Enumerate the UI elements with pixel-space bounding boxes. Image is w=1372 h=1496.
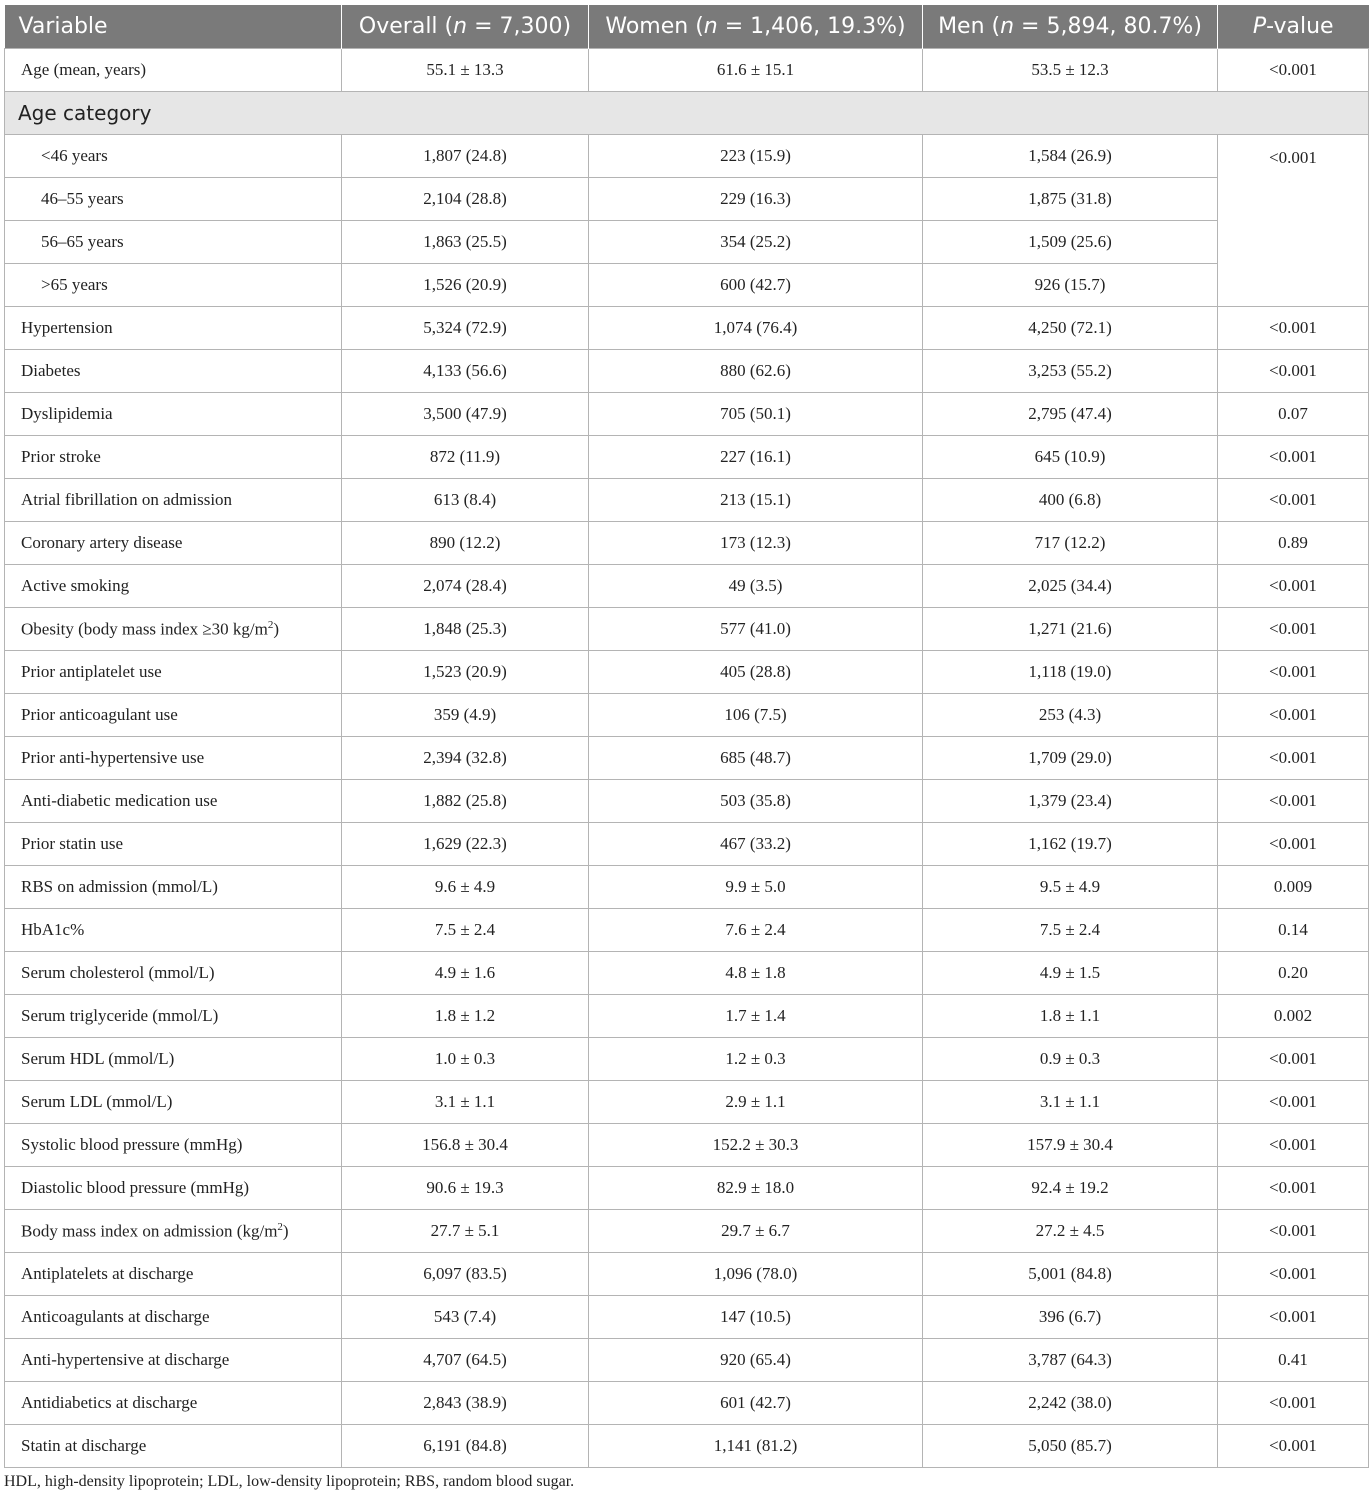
table-footnote: HDL, high-density lipoprotein; LDL, low-density lipoprotein; RBS, random blood sugar. xyxy=(4,1473,575,1490)
table-row-age xyxy=(5,49,1369,92)
table-row xyxy=(5,952,1369,995)
men-value: 92.4 ± 19.2 xyxy=(923,1167,1218,1210)
variable-label: Active smoking xyxy=(5,565,342,608)
table-row-age-over-65 xyxy=(5,264,1369,307)
women-value: 2.9 ± 1.1 xyxy=(589,1081,923,1124)
men-value: 400 (6.8) xyxy=(923,479,1218,522)
women-value: 920 (65.4) xyxy=(589,1339,923,1382)
table-row xyxy=(5,1081,1369,1124)
women-value: 1,141 (81.2) xyxy=(589,1425,923,1468)
men-value: 2,025 (34.4) xyxy=(923,565,1218,608)
table-header-row xyxy=(5,5,1369,49)
table-row xyxy=(5,823,1369,866)
variable-label: Anti-diabetic medication use xyxy=(5,780,342,823)
overall-value: 359 (4.9) xyxy=(342,694,589,737)
p-value: <0.001 xyxy=(1218,565,1369,608)
header-variable: Variable xyxy=(5,5,342,49)
overall-value: 4,707 (64.5) xyxy=(342,1339,589,1382)
age-cat-men: 1,875 (31.8) xyxy=(923,178,1218,221)
variable-label: Serum triglyceride (mmol/L) xyxy=(5,995,342,1038)
p-value: 0.89 xyxy=(1218,522,1369,565)
age-overall: 55.1 ± 13.3 xyxy=(342,49,589,92)
women-value: 503 (35.8) xyxy=(589,780,923,823)
overall-value: 6,191 (84.8) xyxy=(342,1425,589,1468)
women-value: 467 (33.2) xyxy=(589,823,923,866)
men-value: 9.5 ± 4.9 xyxy=(923,866,1218,909)
women-value: 173 (12.3) xyxy=(589,522,923,565)
variable-label: Systolic blood pressure (mmHg) xyxy=(5,1124,342,1167)
women-value: 405 (28.8) xyxy=(589,651,923,694)
table-row xyxy=(5,1296,1369,1339)
p-value: <0.001 xyxy=(1218,694,1369,737)
women-value: 1,074 (76.4) xyxy=(589,307,923,350)
table-row xyxy=(5,393,1369,436)
overall-value: 2,843 (38.9) xyxy=(342,1382,589,1425)
variable-label: Anti-hypertensive at discharge xyxy=(5,1339,342,1382)
age-cat-men: 926 (15.7) xyxy=(923,264,1218,307)
overall-value: 1.8 ± 1.2 xyxy=(342,995,589,1038)
overall-value: 1,882 (25.8) xyxy=(342,780,589,823)
p-value: <0.001 xyxy=(1218,1124,1369,1167)
table-row xyxy=(5,608,1369,651)
p-value: <0.001 xyxy=(1218,608,1369,651)
age-cat-overall: 1,526 (20.9) xyxy=(342,264,589,307)
variable-label: Atrial fibrillation on admission xyxy=(5,479,342,522)
p-value: <0.001 xyxy=(1218,307,1369,350)
women-value: 29.7 ± 6.7 xyxy=(589,1210,923,1253)
age-cat-label: 46–55 years xyxy=(5,178,342,221)
overall-value: 613 (8.4) xyxy=(342,479,589,522)
men-value: 396 (6.7) xyxy=(923,1296,1218,1339)
overall-value: 156.8 ± 30.4 xyxy=(342,1124,589,1167)
table-row xyxy=(5,1425,1369,1468)
women-value: 1,096 (78.0) xyxy=(589,1253,923,1296)
header-p-value: P-value xyxy=(1218,5,1369,49)
p-value: 0.20 xyxy=(1218,952,1369,995)
men-value: 27.2 ± 4.5 xyxy=(923,1210,1218,1253)
variable-label: HbA1c% xyxy=(5,909,342,952)
table-row xyxy=(5,522,1369,565)
table-row xyxy=(5,1382,1369,1425)
overall-value: 1,523 (20.9) xyxy=(342,651,589,694)
table-row xyxy=(5,995,1369,1038)
variable-label: Body mass index on admission $(kg/m^2)$ xyxy=(5,1210,342,1253)
p-value: <0.001 xyxy=(1218,1382,1369,1425)
women-value: 49 (3.5) xyxy=(589,565,923,608)
men-value: 1,118 (19.0) xyxy=(923,651,1218,694)
variable-label: Serum cholesterol (mmol/L) xyxy=(5,952,342,995)
table-row xyxy=(5,909,1369,952)
overall-value: 4.9 ± 1.6 xyxy=(342,952,589,995)
overall-value: 890 (12.2) xyxy=(342,522,589,565)
men-value: 253 (4.3) xyxy=(923,694,1218,737)
p-value: <0.001 xyxy=(1218,1296,1369,1339)
variable-label: Hypertension xyxy=(5,307,342,350)
age-cat-women: 223 (15.9) xyxy=(589,135,923,178)
variable-label: Prior statin use xyxy=(5,823,342,866)
variable-label: Serum LDL (mmol/L) xyxy=(5,1081,342,1124)
women-value: 152.2 ± 30.3 xyxy=(589,1124,923,1167)
p-value: <0.001 xyxy=(1218,1038,1369,1081)
women-value: 601 (42.7) xyxy=(589,1382,923,1425)
men-value: 4.9 ± 1.5 xyxy=(923,952,1218,995)
table-row xyxy=(5,694,1369,737)
overall-value: 27.7 ± 5.1 xyxy=(342,1210,589,1253)
p-value: <0.001 xyxy=(1218,479,1369,522)
variable-label: Prior anticoagulant use xyxy=(5,694,342,737)
variable-label: RBS on admission (mmol/L) xyxy=(5,866,342,909)
p-value: <0.001 xyxy=(1218,780,1369,823)
age-cat-overall: 1,863 (25.5) xyxy=(342,221,589,264)
overall-value: 1.0 ± 0.3 xyxy=(342,1038,589,1081)
variable-label: Diabetes xyxy=(5,350,342,393)
men-value: 1,162 (19.7) xyxy=(923,823,1218,866)
table-row xyxy=(5,651,1369,694)
table-row xyxy=(5,780,1369,823)
men-value: 3,787 (64.3) xyxy=(923,1339,1218,1382)
p-value: <0.001 xyxy=(1218,823,1369,866)
overall-value: 2,074 (28.4) xyxy=(342,565,589,608)
age-cat-label: <46 years xyxy=(5,135,342,178)
age-category-title: Age category xyxy=(5,92,1369,135)
women-value: 9.9 ± 5.0 xyxy=(589,866,923,909)
p-value: <0.001 xyxy=(1218,651,1369,694)
age-cat-women: 229 (16.3) xyxy=(589,178,923,221)
men-value: 4,250 (72.1) xyxy=(923,307,1218,350)
header-men: Men (n = 5,894, 80.7%) xyxy=(923,5,1218,49)
age-label: Age (mean, years) xyxy=(5,49,342,92)
age-cat-women: 354 (25.2) xyxy=(589,221,923,264)
age-cat-men: 1,584 (26.9) xyxy=(923,135,1218,178)
age-cat-label: 56–65 years xyxy=(5,221,342,264)
men-value: 3.1 ± 1.1 xyxy=(923,1081,1218,1124)
table-row-age-46-55 xyxy=(5,178,1369,221)
age-cat-women: 600 (42.7) xyxy=(589,264,923,307)
header-overall: Overall (n = 7,300) xyxy=(342,5,589,49)
overall-value: 3,500 (47.9) xyxy=(342,393,589,436)
men-value: 645 (10.9) xyxy=(923,436,1218,479)
women-value: 4.8 ± 1.8 xyxy=(589,952,923,995)
variable-label: Obesity (body mass index ≥30 $kg/m^2$) xyxy=(5,608,342,651)
age-women: 61.6 ± 15.1 xyxy=(589,49,923,92)
overall-value: 3.1 ± 1.1 xyxy=(342,1081,589,1124)
table-row xyxy=(5,436,1369,479)
overall-value: 1,629 (22.3) xyxy=(342,823,589,866)
women-value: 213 (15.1) xyxy=(589,479,923,522)
variable-label: Diastolic blood pressure (mmHg) xyxy=(5,1167,342,1210)
overall-value: 1,848 (25.3) xyxy=(342,608,589,651)
men-value: 5,050 (85.7) xyxy=(923,1425,1218,1468)
table-row xyxy=(5,479,1369,522)
men-value: 1,379 (23.4) xyxy=(923,780,1218,823)
p-value: <0.001 xyxy=(1218,1210,1369,1253)
table-row xyxy=(5,1167,1369,1210)
men-value: 0.9 ± 0.3 xyxy=(923,1038,1218,1081)
age-cat-overall: 1,807 (24.8) xyxy=(342,135,589,178)
men-value: 2,795 (47.4) xyxy=(923,393,1218,436)
men-value: 1.8 ± 1.1 xyxy=(923,995,1218,1038)
overall-value: 90.6 ± 19.3 xyxy=(342,1167,589,1210)
women-value: 577 (41.0) xyxy=(589,608,923,651)
table-row-age-under-46 xyxy=(5,135,1369,178)
table-row xyxy=(5,1124,1369,1167)
table-row xyxy=(5,866,1369,909)
table-row xyxy=(5,307,1369,350)
overall-value: 7.5 ± 2.4 xyxy=(342,909,589,952)
p-value: <0.001 xyxy=(1218,1253,1369,1296)
p-value: <0.001 xyxy=(1218,1081,1369,1124)
variable-label: Antiplatelets at discharge xyxy=(5,1253,342,1296)
table-row xyxy=(5,737,1369,780)
p-value: 0.41 xyxy=(1218,1339,1369,1382)
men-value: 717 (12.2) xyxy=(923,522,1218,565)
variable-label: Prior anti-hypertensive use xyxy=(5,737,342,780)
women-value: 1.2 ± 0.3 xyxy=(589,1038,923,1081)
men-value: 3,253 (55.2) xyxy=(923,350,1218,393)
overall-value: 543 (7.4) xyxy=(342,1296,589,1339)
table-row xyxy=(5,1253,1369,1296)
header-women: Women (n = 1,406, 19.3%) xyxy=(589,5,923,49)
overall-value: 2,394 (32.8) xyxy=(342,737,589,780)
women-value: 705 (50.1) xyxy=(589,393,923,436)
table-row xyxy=(5,1339,1369,1382)
age-men: 53.5 ± 12.3 xyxy=(923,49,1218,92)
table-row xyxy=(5,565,1369,608)
p-value: <0.001 xyxy=(1218,1425,1369,1468)
age-cat-men: 1,509 (25.6) xyxy=(923,221,1218,264)
men-value: 7.5 ± 2.4 xyxy=(923,909,1218,952)
table-row xyxy=(5,1210,1369,1253)
p-value: 0.14 xyxy=(1218,909,1369,952)
variable-label: Prior antiplatelet use xyxy=(5,651,342,694)
p-value: <0.001 xyxy=(1218,1167,1369,1210)
women-value: 106 (7.5) xyxy=(589,694,923,737)
p-value: 0.07 xyxy=(1218,393,1369,436)
p-value: <0.001 xyxy=(1218,350,1369,393)
age-p-value: <0.001 xyxy=(1218,49,1369,92)
table-row xyxy=(5,1038,1369,1081)
overall-value: 872 (11.9) xyxy=(342,436,589,479)
table-row xyxy=(5,350,1369,393)
baseline-characteristics-table xyxy=(4,5,1369,1468)
men-value: 5,001 (84.8) xyxy=(923,1253,1218,1296)
overall-value: 4,133 (56.6) xyxy=(342,350,589,393)
age-cat-overall: 2,104 (28.8) xyxy=(342,178,589,221)
men-value: 1,271 (21.6) xyxy=(923,608,1218,651)
men-value: 1,709 (29.0) xyxy=(923,737,1218,780)
p-value: <0.001 xyxy=(1218,737,1369,780)
variable-label: Statin at discharge xyxy=(5,1425,342,1468)
women-value: 685 (48.7) xyxy=(589,737,923,780)
variable-label: Antidiabetics at discharge xyxy=(5,1382,342,1425)
overall-value: 9.6 ± 4.9 xyxy=(342,866,589,909)
variable-label: Prior stroke xyxy=(5,436,342,479)
men-value: 2,242 (38.0) xyxy=(923,1382,1218,1425)
women-value: 227 (16.1) xyxy=(589,436,923,479)
p-value: <0.001 xyxy=(1218,436,1369,479)
variable-label: Serum HDL (mmol/L) xyxy=(5,1038,342,1081)
age-cat-label: >65 years xyxy=(5,264,342,307)
overall-value: 6,097 (83.5) xyxy=(342,1253,589,1296)
variable-label: Coronary artery disease xyxy=(5,522,342,565)
age-category-p-value: <0.001 xyxy=(1218,135,1369,307)
p-value: 0.009 xyxy=(1218,866,1369,909)
p-value: 0.002 xyxy=(1218,995,1369,1038)
women-value: 147 (10.5) xyxy=(589,1296,923,1339)
women-value: 82.9 ± 18.0 xyxy=(589,1167,923,1210)
variable-label: Dyslipidemia xyxy=(5,393,342,436)
women-value: 880 (62.6) xyxy=(589,350,923,393)
men-value: 157.9 ± 30.4 xyxy=(923,1124,1218,1167)
overall-value: 5,324 (72.9) xyxy=(342,307,589,350)
variable-label: Anticoagulants at discharge xyxy=(5,1296,342,1339)
women-value: 1.7 ± 1.4 xyxy=(589,995,923,1038)
women-value: 7.6 ± 2.4 xyxy=(589,909,923,952)
table-row-age-56-65 xyxy=(5,221,1369,264)
table-body xyxy=(5,307,1369,1468)
age-category-section xyxy=(5,92,1369,135)
